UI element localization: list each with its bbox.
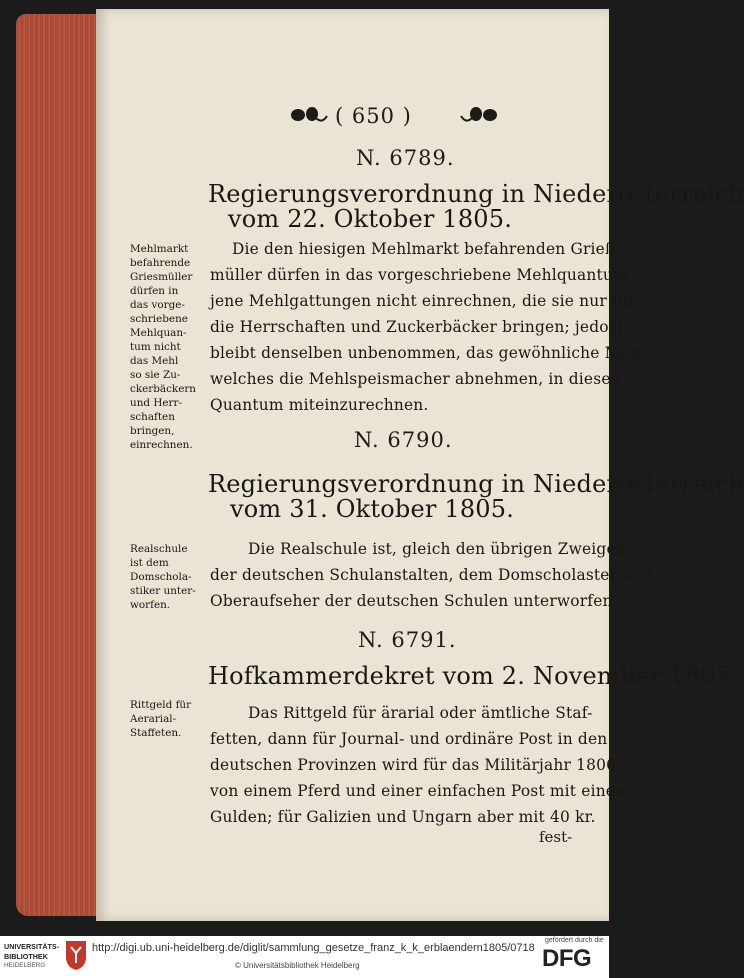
margin-note-line: so sie Zu- [130,369,181,381]
section-heading: Regierungsverordnung in Niederösterreich [208,180,744,208]
funded-by-label: gefördert durch die [545,937,604,944]
body-line: die Herrschaften und Zuckerbäcker bringen; jedoch [210,318,628,336]
university-seal-icon [64,939,88,971]
section-number: N. 6790. [354,428,453,452]
body-line: Gulden; für Galizien und Ungarn aber mit 40 kr. [210,808,596,826]
margin-note-line: ckerbäckern [130,383,197,395]
section-number: N. 6789. [356,146,455,170]
body-line: der deutschen Schulanstalten, dem Domscholaster und [210,566,653,584]
section-heading: Regierungsverordnung in Niederösterreich [208,470,744,498]
body-line: Das Rittgeld für ärarial oder ämtliche Staf- [248,704,593,722]
page-number: ( 650 ) [335,104,412,128]
margin-note-line: Realschule [130,543,188,555]
margin-note-line: dürfen in [130,285,179,297]
viewer-footer [0,936,609,978]
margin-note-line: Staffeten. [130,727,182,739]
margin-note-line: das vorge- [130,299,185,311]
body-line: Quantum miteinzurechnen. [210,396,429,414]
left-ornament-icon [290,104,328,126]
body-line: Die Realschule ist, gleich den übrigen Zweigen [248,540,626,558]
margin-note-line: Domschola- [130,571,192,583]
margin-note-line: ist dem [130,557,169,569]
margin-note-line: einrechnen. [130,439,193,451]
library-logo: UNIVERSITÄTS- BIBLIOTHEK HEIDELBERG [4,942,60,969]
permalink-url[interactable]: http://digi.ub.uni-heidelberg.de/diglit/sammlung_gesetze_franz_k_k_erblaendern1805/0718 [92,942,535,954]
margin-note-line: Rittgeld für [130,699,192,711]
body-line: fetten, dann für Journal- und ordinäre Post in den [210,730,608,748]
section-heading: Hofkammerdekret vom 2. November 1805. [208,662,740,690]
dfg-logo: DFG [542,945,592,972]
margin-note-line: stiker unter- [130,585,196,597]
margin-note-line: schaften [130,411,175,423]
margin-note-line: worfen. [130,599,171,611]
body-line: Oberaufseher der deutschen Schulen unterworfen. [210,592,618,610]
right-ornament-icon [460,104,498,126]
body-line: jene Mehlgattungen nicht einrechnen, die sie nur für [210,292,636,310]
section-heading: vom 31. Oktober 1805. [230,495,515,523]
body-line: welches die Mehlspeismacher abnehmen, in dieses [210,370,619,388]
body-line: deutschen Provinzen wird für das Militärjahr 1806 [210,756,617,774]
margin-note-line: und Herr- [130,397,182,409]
copyright-credit: © Universitätsbibliothek Heidelberg [235,961,360,970]
margin-note-line: schriebene [130,313,188,325]
margin-note-line: Aerarial- [130,713,177,725]
margin-note-line: das Mehl [130,355,179,367]
margin-note-line: Griesmüller [130,271,193,283]
book-page-edges [16,14,106,916]
margin-note-line: befahrende [130,257,191,269]
margin-note-line: bringen, [130,425,175,437]
section-heading: vom 22. Oktober 1805. [228,205,513,233]
body-line: von einem Pferd und einer einfachen Post mit einem [210,782,630,800]
body-line: Die den hiesigen Mehlmarkt befahrenden Grieß- [232,240,621,258]
catchword: fest- [539,828,573,846]
margin-note-line: tum nicht [130,341,181,353]
body-line: müller dürfen in das vorgeschriebene Mehlquantum [210,266,628,284]
margin-note-line: Mehlmarkt [130,243,189,255]
margin-note-line: Mehlquan- [130,327,187,339]
body-line: bleibt denselben unbenommen, das gewöhnliche Mehl, [210,344,651,362]
section-number: N. 6791. [358,628,457,652]
